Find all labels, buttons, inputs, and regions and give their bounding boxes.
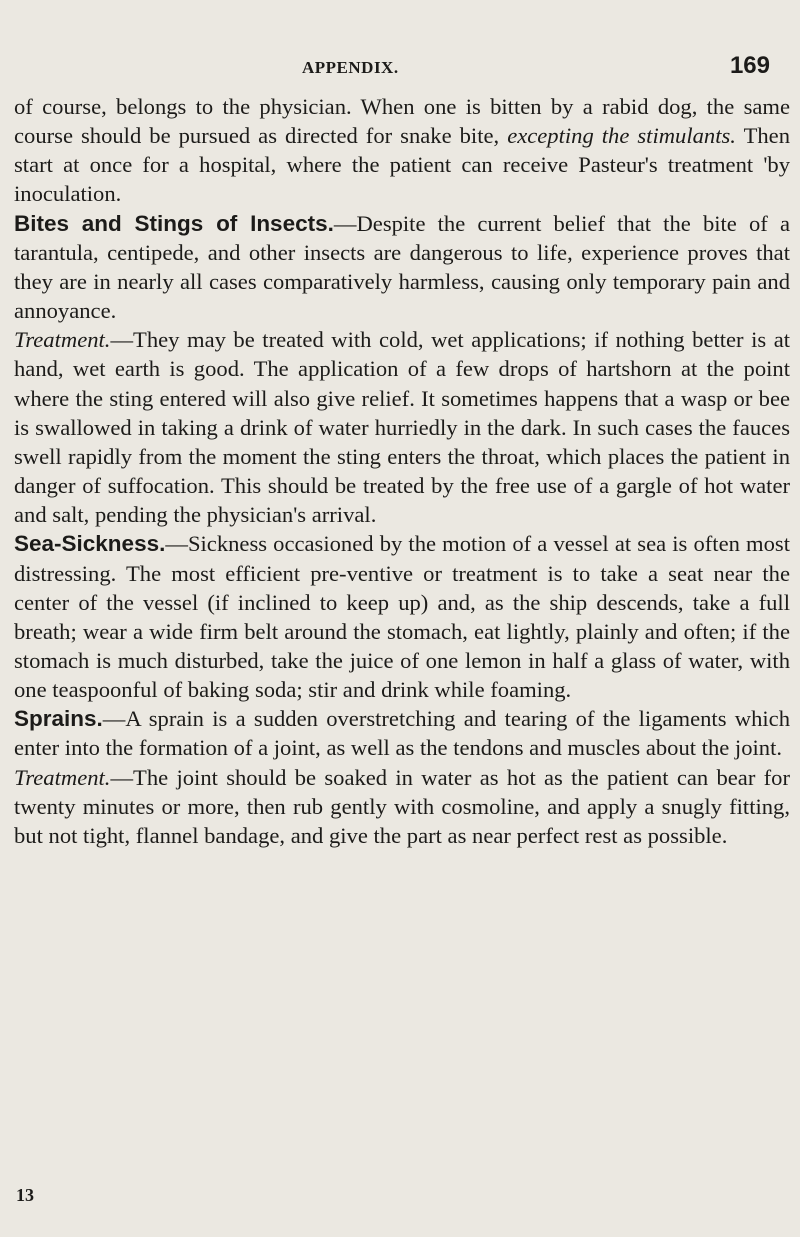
- paragraph-rabies: [14, 92, 790, 209]
- paragraph-text: —They may be treated with cold, wet applications; if nothing better is at hand, wet earth is good. The application of a few drops of hartshorn at the point where the sting entered will also give relief. It sometimes happens that a wasp or bee is swallowed in taking a drink of water hurriedly in the dark. In such cases the fauces swell rapidly from the moment the sting enters the throat, which places the patient in danger of suffocation. This should be treated by the free use of a gargle of hot water and salt, pending the physician's arrival.: [14, 327, 790, 528]
- paragraph-insect-treatment: [14, 325, 790, 529]
- page-header: [0, 52, 800, 82]
- page-number: 169: [729, 52, 770, 79]
- paragraph-text: Then start at once for a hospital, where the patient can receive Pasteur's treatment 'by inoculation.: [14, 123, 790, 207]
- paragraph-sprain-treatment: [14, 763, 790, 850]
- page-body: [14, 92, 790, 850]
- italic-phrase: excepting the stimulants.: [507, 123, 736, 149]
- paragraph-text: —Despite the current belief that the bite of a tarantula, centipede, and other insects are dangerous to life, experience proves that they are in nearly all cases comparatively harmless, causing only temporary pain and annoyance.: [14, 210, 790, 324]
- paragraph-text: —The joint should be soaked in water as hot as the patient can bear for twenty minutes or more, then rub gently with cosmoline, and apply a snugly fitting, but not tight, flannel bandage, and give the part as near perfect rest as possible.: [14, 764, 790, 848]
- section-heading-sprains: Sprains.: [14, 706, 103, 732]
- paragraph-text: of course, belongs to the physician. When one is bitten by a rabid dog, the same course should be pursued as directed for snake bite,: [14, 94, 790, 149]
- paragraph-insect-bites: [14, 209, 790, 326]
- subheading-treatment: Treatment.: [14, 327, 111, 353]
- paragraph-text: —Sickness occasioned by the motion of a vessel at sea is often most distressing. The most efficient pre-ventive or treatment is to take a seat near the center of the vessel (if inclined to keep up) and, as the ship descends, take a full breath; wear a wide firm belt around the stomach, eat lightly, plainly and often; if the stomach is much disturbed, take the juice of one lemon in half a glass of water, with one teaspoonful of baking soda; stir and drink while foaming.: [14, 531, 790, 703]
- section-heading-sea-sickness: Sea-Sickness.: [14, 531, 166, 557]
- paragraph-text: —A sprain is a sudden overstretching and tearing of the ligaments which enter into the formation of a joint, as well as the tendons and muscles about the joint.: [14, 706, 790, 761]
- section-heading-insects: Bites and Stings of Insects.: [14, 210, 334, 236]
- signature-mark: 13: [16, 1185, 34, 1205]
- running-head: APPENDIX.: [302, 58, 399, 77]
- paragraph-sea-sickness: [14, 529, 790, 704]
- paragraph-sprains: [14, 704, 790, 762]
- subheading-treatment: Treatment.: [14, 764, 111, 790]
